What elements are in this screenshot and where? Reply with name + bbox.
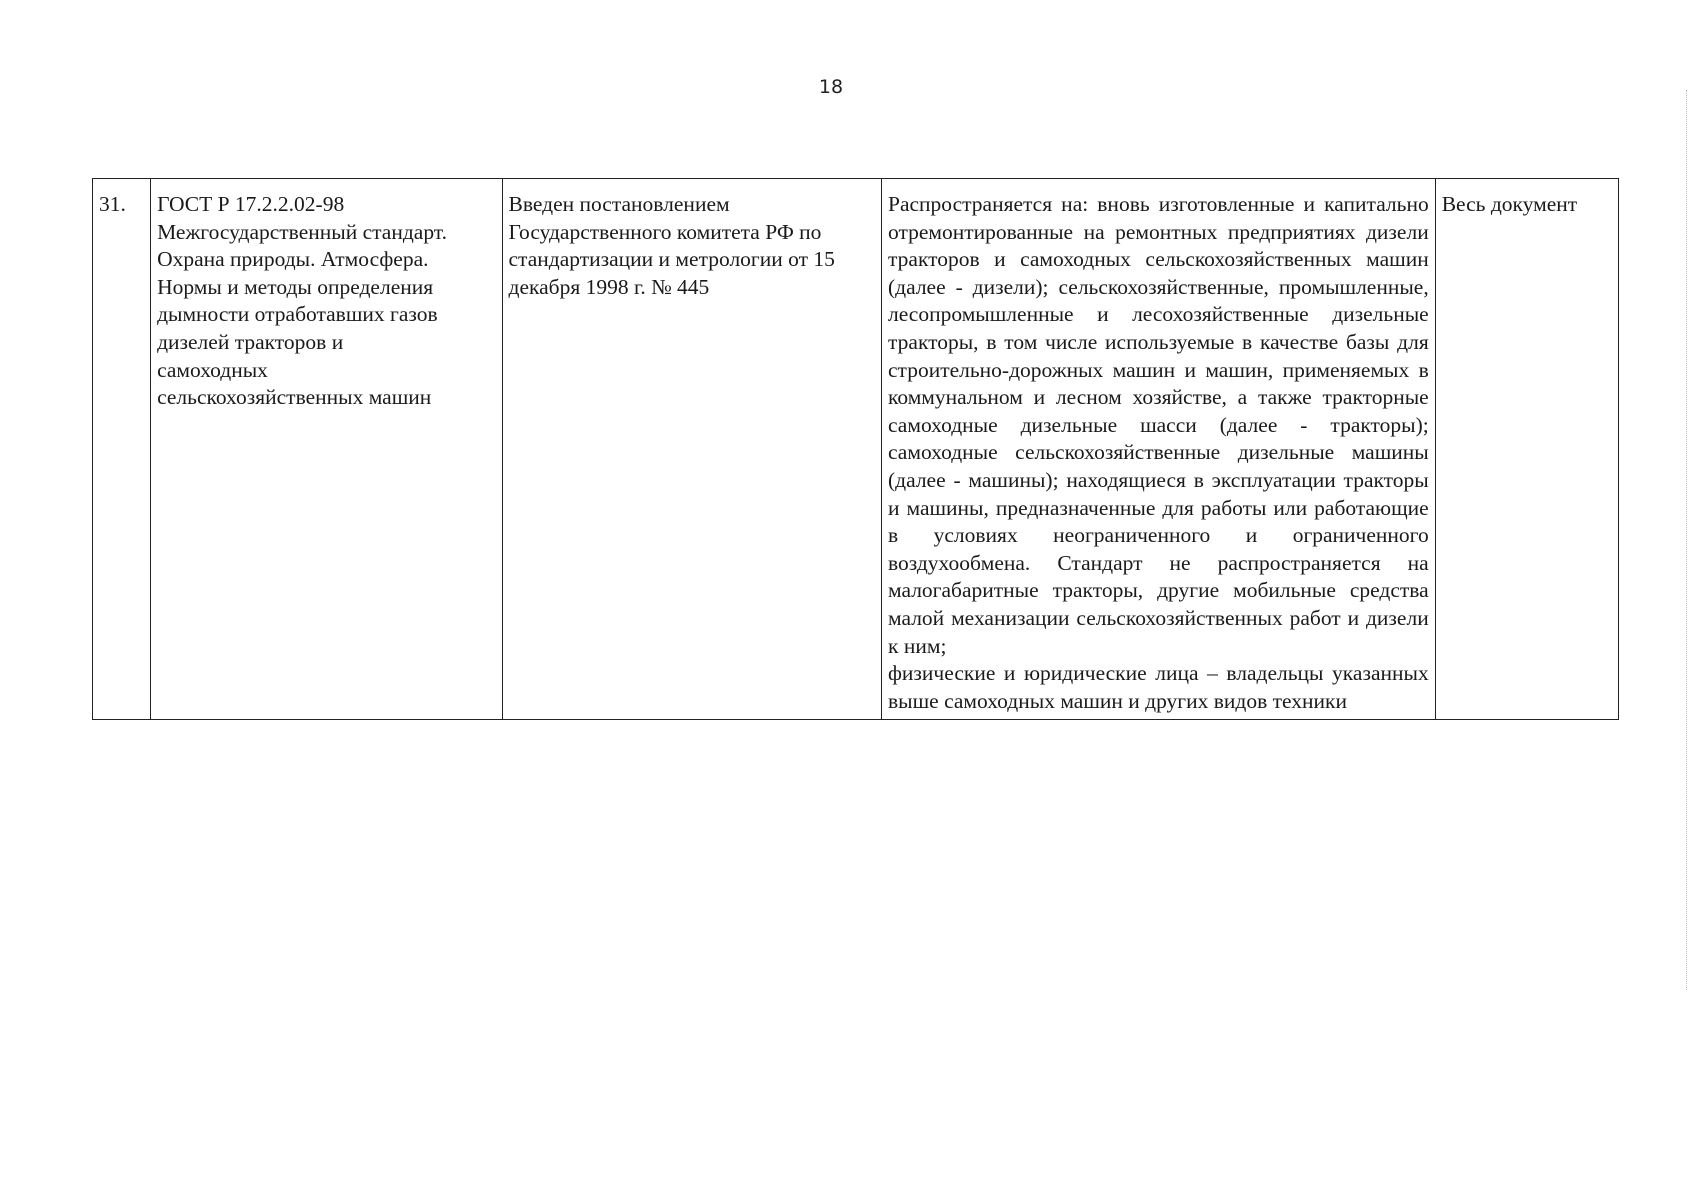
page-number: 18 (818, 76, 844, 98)
document-title-line: Нормы и методы определения (157, 274, 434, 299)
document-title-line: дизелей тракторов и (157, 329, 344, 354)
document-title-line: Межгосударственный стандарт. (157, 219, 447, 244)
row-index-cell (93, 179, 151, 720)
document-title-line: самоходных (157, 357, 268, 382)
document-title-line: дымности отработавших газов (157, 302, 438, 327)
adoption-cell (502, 179, 881, 720)
table-row (93, 179, 1619, 720)
scope-cell (882, 179, 1436, 720)
document-code: ГОСТ Р 17.2.2.02-98 (157, 192, 345, 216)
row-index: 31. (99, 192, 126, 216)
standards-table (92, 178, 1619, 720)
scope-paragraph: Распространяется на: вновь изготовленные и капитально отремонтированные на ремонтных предприятиях дизели тракторов и самоходных сельскохозяйственных машин (далее - дизели); сельскохозяйственные, промышленные, лесопромышленные и лесохозяйственные дизельные тракторы, в том числе используемые в качестве базы для строительно-дорожных машин и машин, применяемых в коммунальном и лесном хозяйстве, а также тракторные самоходные дизельные шасси (далее - тракторы); самоходные сельскохозяйственные дизельные машины (далее - машины); находящиеся в эксплуатации тракторы и машины, предназначенные для работы или работающие в условиях неограниченного и ограниченного воздухообмена. Стандарт не распространяется на малогабаритные тракторы, другие мобильные средства малой механизации сельскохозяйственных работ и дизели к ним; (888, 192, 1429, 658)
document-title-cell (151, 179, 502, 720)
extent-text: Весь документ (1441, 192, 1578, 216)
document-title-line: Охрана природы. Атмосфера. (157, 247, 429, 272)
scope-paragraph: физические и юридические лица – владельцы указанных выше самоходных машин и других видов техники (888, 661, 1429, 713)
extent-cell (1435, 179, 1618, 720)
adoption-text: Введен постановлением Государственного комитета РФ по стандартизации и метрологии от 15 декабря 1998 г. № 445 (508, 192, 835, 299)
document-title-line: сельскохозяйственных машин (157, 385, 432, 410)
scan-edge-line (1685, 90, 1687, 990)
